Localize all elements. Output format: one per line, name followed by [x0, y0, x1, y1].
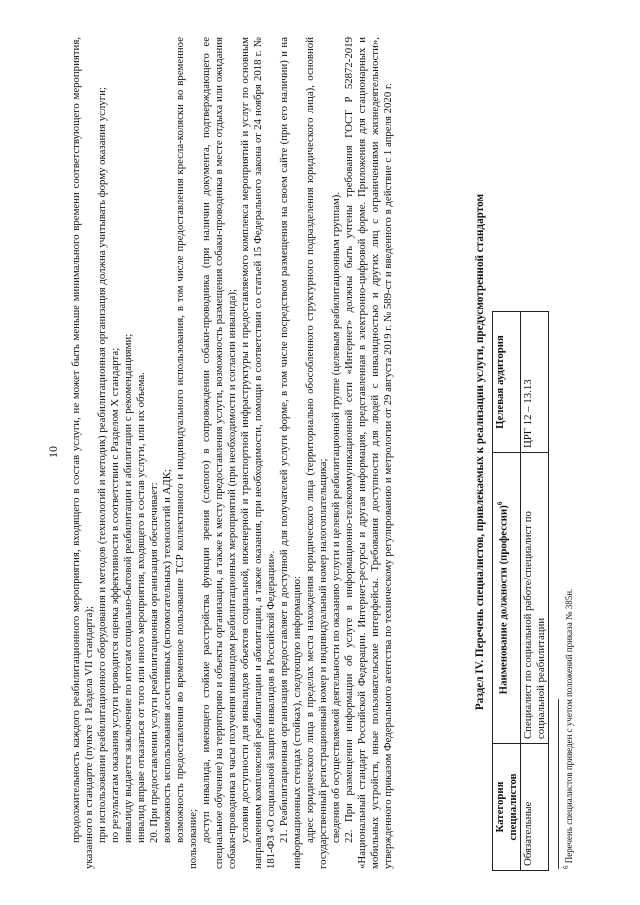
- paragraph: 22. При размещении информации об услуге в информационно-телекоммуникационной сети «Интернет» должны быть учтены требования ГОСТ Р 52872-2019 «Национальный стандарт Российской Федерации. Интернет-ресурсы и другая информация, представленная в электронно-цифровой форме. Приложения для стационарных и мобильных устройств, иные пользовательские интерфейсы. Требования доступности для людей с инвалидностью и других лиц с ограничениями жизнедеятельности», утвержденного приказом Федерального агентства по техническому регулированию и метрологии от 29 августа 2019 г. № 589-ст и введенного в действие с 1 апреля 2020 г.: [343, 37, 394, 869]
- paragraph: возможность использования ассистивных (вспомогательных) технологий и АДК;: [161, 469, 173, 843]
- footnote-mark: 6: [496, 501, 504, 506]
- paragraph: адрес юридического лица в пределах места нахождения юридического лица (территориально обособленного структурного подразделения юридического лица), основной государственный регистрационный номер и индивидуальный номер налогоплательщика;: [304, 37, 329, 869]
- paragraph: по результатам оказания услуги проводится оценка эффективности в соответствии с Разделом X стандарта;: [109, 347, 121, 843]
- paragraph: 21. Реабилитационная организация предоставляет в доступной для получателей услуги форме, в том числе посредством размещения на своем сайте (при его наличии) и на информационных стендах (стойках), следующую информацию:: [278, 37, 303, 869]
- header-text: Целевая аудитория: [494, 335, 506, 429]
- paragraph: при использовании реабилитационного оборудования и методов (технологий и методик) реабилитационная организация должна учитывать форму оказания услуги;: [96, 87, 108, 843]
- header-text: Категория специалистов: [494, 773, 519, 841]
- paragraph: условия доступности для инвалидов объектов социальной, инженерной и транспортной инфраструктуры и предоставляемого комплекса мероприятий и услуг по основным направлениям комплексной реабилитации и абилитации, а также оказания, при необходимости, помощи в соответствии со статьей 15 Федерального закона от 24 ноября 2018 г. № 181-ФЗ «О социальной защите инвалидов в Российской Федерации».: [239, 37, 277, 869]
- rotated-sheet: [40, 27, 600, 877]
- page-number: 10: [46, 446, 60, 458]
- table-cell: Обязательные: [521, 744, 549, 871]
- header-text: Наименование должности (профессии): [497, 505, 510, 695]
- table-cell: Специалист по социальной работе/специалист по социальной реабилитации: [521, 453, 549, 744]
- footnote-divider: [558, 699, 559, 869]
- table-cell: ЦРГ 12 – 13.13: [521, 312, 549, 453]
- footnote: [562, 589, 574, 869]
- table-header-row: [493, 312, 521, 871]
- table-row: [521, 312, 549, 871]
- table-header-cell: [493, 744, 521, 871]
- paragraph: инвалид вправе отказаться от того или иного мероприятия, входящего в состав услуги, или их объема.: [135, 372, 147, 843]
- body-text: [70, 37, 395, 869]
- paragraph: возможность предоставления во временное пользование ТСР коллективного и индивидуального использования, в том числе предоставления кресла-коляски во временное пользование;: [174, 37, 199, 869]
- table-header-cell: [493, 453, 521, 744]
- paragraph: продолжительность каждого реабилитационного мероприятия, входящего в состав услуги, не может быть меньше минимального времени соответствующего мероприятия, указанного в стандарте (пункте 1 Раздела VII стандарта);: [70, 37, 95, 869]
- paragraph: доступ инвалида, имеющего стойкие расстройства функции зрения (слепого) в сопровождении собаки-проводника (при наличии документа, подтверждающего ее специальное обучение) на территорию и объекты организации, а также к месту предоставления услуги, возможность размещения собаки-проводника в месте отдыха или ожидания собаки-проводника в часы получения инвалидом реабилитационных мероприятий (при необходимости и согласии инвалида);: [200, 37, 238, 869]
- footnote-mark: 6: [562, 865, 570, 869]
- paragraph: инвалиду выдается заключение по итогам социально-бытовой реабилитации и абилитации с рекомендациями;: [122, 333, 134, 843]
- specialists-table: [492, 311, 549, 871]
- table-header-cell: [493, 312, 521, 453]
- paragraph: 20. При предоставлении услуги реабилитационная организация обеспечивает:: [148, 482, 160, 843]
- section-title: Раздел IV. Перечень специалистов, привлекаемых к реализации услуги, предусмотренной стандартом: [474, 193, 486, 711]
- footnote-text: Перечень специалистов приведен с учетом положений приказа № 385н.: [564, 588, 574, 864]
- paragraph: сведения об осуществляемой деятельности по оказанию услуги и целевой реабилитационной группе (целевым реабилитационным группам).: [330, 191, 342, 843]
